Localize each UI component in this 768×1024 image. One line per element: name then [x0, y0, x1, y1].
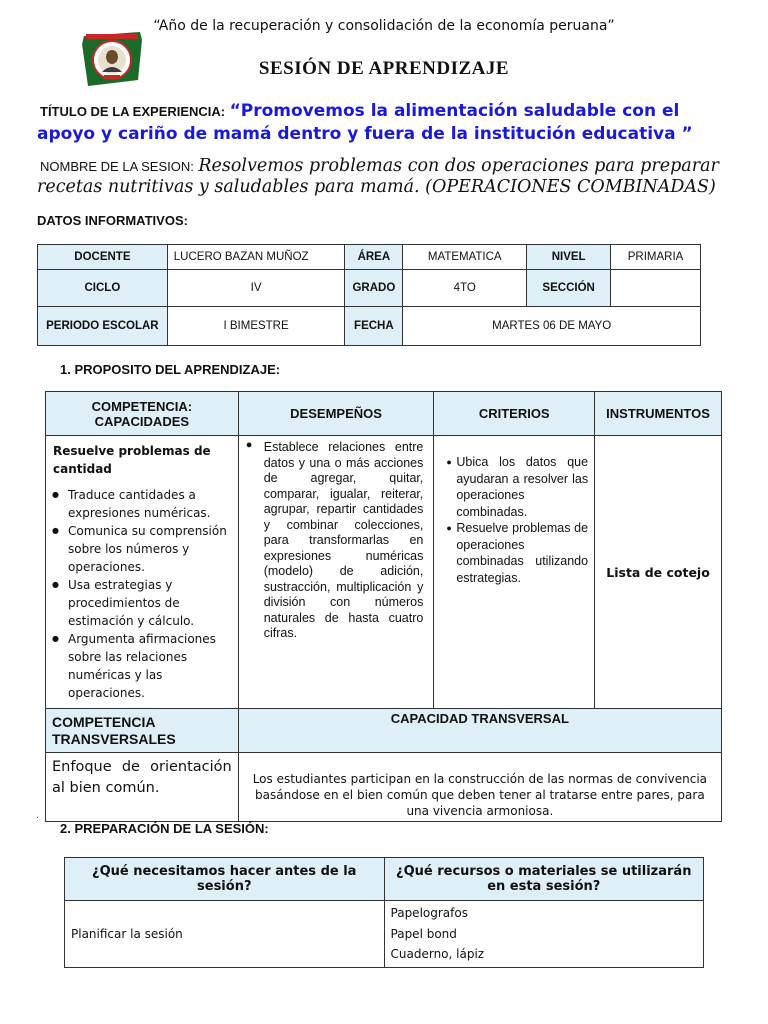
session-name [37, 156, 737, 198]
instrumento-cell: Lista de cotejo [595, 436, 722, 709]
bullet-icon: ● [245, 439, 253, 451]
stray-dot: . [36, 810, 39, 821]
col-desempenos: DESEMPEÑOS [238, 392, 434, 436]
enfoque-cell: Enfoque de orientación al bien común. [46, 753, 239, 822]
list-item: ● Resuelve problemas de operaciones combinadas utilizando estrategias. [446, 521, 589, 585]
preparacion-heading: 2. PREPARACIÓN DE LA SESIÓN: [60, 821, 269, 836]
datos-table [37, 244, 701, 346]
bullet-icon: ● [446, 457, 452, 467]
proposito-heading: 1. PROPOSITO DEL APRENDIZAJE: [60, 362, 281, 377]
area-label: ÁREA [345, 245, 403, 270]
grado-value: 4TO [403, 270, 527, 307]
ciclo-value: IV [167, 270, 345, 307]
list-item: ● Ubica los datos que ayudaran a resolver las operaciones combinadas. [446, 455, 589, 519]
list-item: ● Argumenta afirmaciones sobre las relaciones numéricas y las operaciones. [50, 630, 234, 702]
periodo-value: I BIMESTRE [167, 307, 345, 346]
grado-label: GRADO [345, 270, 403, 307]
page-title: SESIÓN DE APRENDIZAJE [258, 58, 510, 79]
seccion-label: SECCIÓN [527, 270, 611, 307]
experience-label: TÍTULO DE LA EXPERIENCIA: [40, 104, 226, 119]
nivel-label: NIVEL [527, 245, 611, 270]
ciclo-label: CICLO [38, 270, 168, 307]
materiales-cell [384, 901, 703, 968]
desempeno-cell [238, 436, 434, 709]
col-competencia: COMPETENCIA: CAPACIDADES [46, 392, 239, 436]
seccion-value [611, 270, 701, 307]
col-recursos: ¿Qué recursos o materiales se utilizarán en esta sesión? [384, 858, 703, 901]
col-criterios: CRITERIOS [434, 392, 595, 436]
list-item: ● Traduce cantidades a expresiones numéricas. [50, 486, 234, 522]
criterios-cell [434, 436, 595, 709]
col-instrumentos: INSTRUMENTOS [595, 392, 722, 436]
competencia-cell [46, 436, 239, 709]
area-value: MATEMATICA [403, 245, 527, 270]
list-item: Papel bond [390, 926, 457, 941]
motto: “Año de la recuperación y consolidación de la economía peruana” [153, 18, 615, 34]
datos-heading: DATOS INFORMATIVOS: [37, 213, 188, 228]
fecha-label: FECHA [345, 307, 403, 346]
capacidades-list [50, 486, 234, 702]
session-label: NOMBRE DE LA SESION: [40, 159, 194, 174]
list-item: Cuaderno, lápiz [390, 947, 485, 961]
list-item: Papelografos [390, 906, 468, 920]
competencia-transversal-label: COMPETENCIA TRANSVERSALES [46, 709, 239, 753]
docente-label: DOCENTE [38, 245, 168, 270]
experience-value: “Promovemos la alimentación saludable con el apoyo y cariño de mamá dentro y fuera de la institución educativa ” [37, 101, 693, 144]
proposito-table [45, 391, 722, 822]
desempeno-text: Establece relaciones entre datos y una o más acciones de agregar, quitar, comparar, igualar, reiterar, agrupar, repartir cantidades y combinar colecciones, para transformarlas en expresiones numéricas (modelo) de adición, sustracción, multiplicación y división con números naturales de hasta cuatro cifras. [263, 440, 424, 640]
competencia-name: Resuelve problemas de cantidad [53, 444, 211, 476]
preparacion-table [64, 857, 704, 968]
periodo-label: PERIODO ESCOLAR [38, 307, 168, 346]
session-value: Resolvemos problemas con dos operaciones para preparar recetas nutritivas y saludables para mamá. (OPERACIONES COMBINADAS) [37, 156, 719, 197]
col-antes: ¿Qué necesitamos hacer antes de la sesión? [65, 858, 385, 901]
experience-title [37, 100, 737, 146]
bullet-icon: ● [446, 523, 452, 533]
antes-cell: Planificar la sesión [65, 901, 385, 968]
list-item: ● Usa estrategias y procedimientos de estimación y cálculo. [50, 576, 234, 630]
nivel-value: PRIMARIA [611, 245, 701, 270]
docente-value: LUCERO BAZAN MUÑOZ [167, 245, 345, 270]
fecha-value: MARTES 06 DE MAYO [403, 307, 701, 346]
list-item: ● Comunica su comprensión sobre los números y operaciones. [50, 522, 234, 576]
capacidad-transversal-label: CAPACIDAD TRANSVERSAL [238, 709, 721, 753]
enfoque-description: Los estudiantes participan en la construcción de las normas de convivencia basándose en el bien común que deben tener al tratarse entre pares, para una vivencia armoniosa. [238, 753, 721, 822]
